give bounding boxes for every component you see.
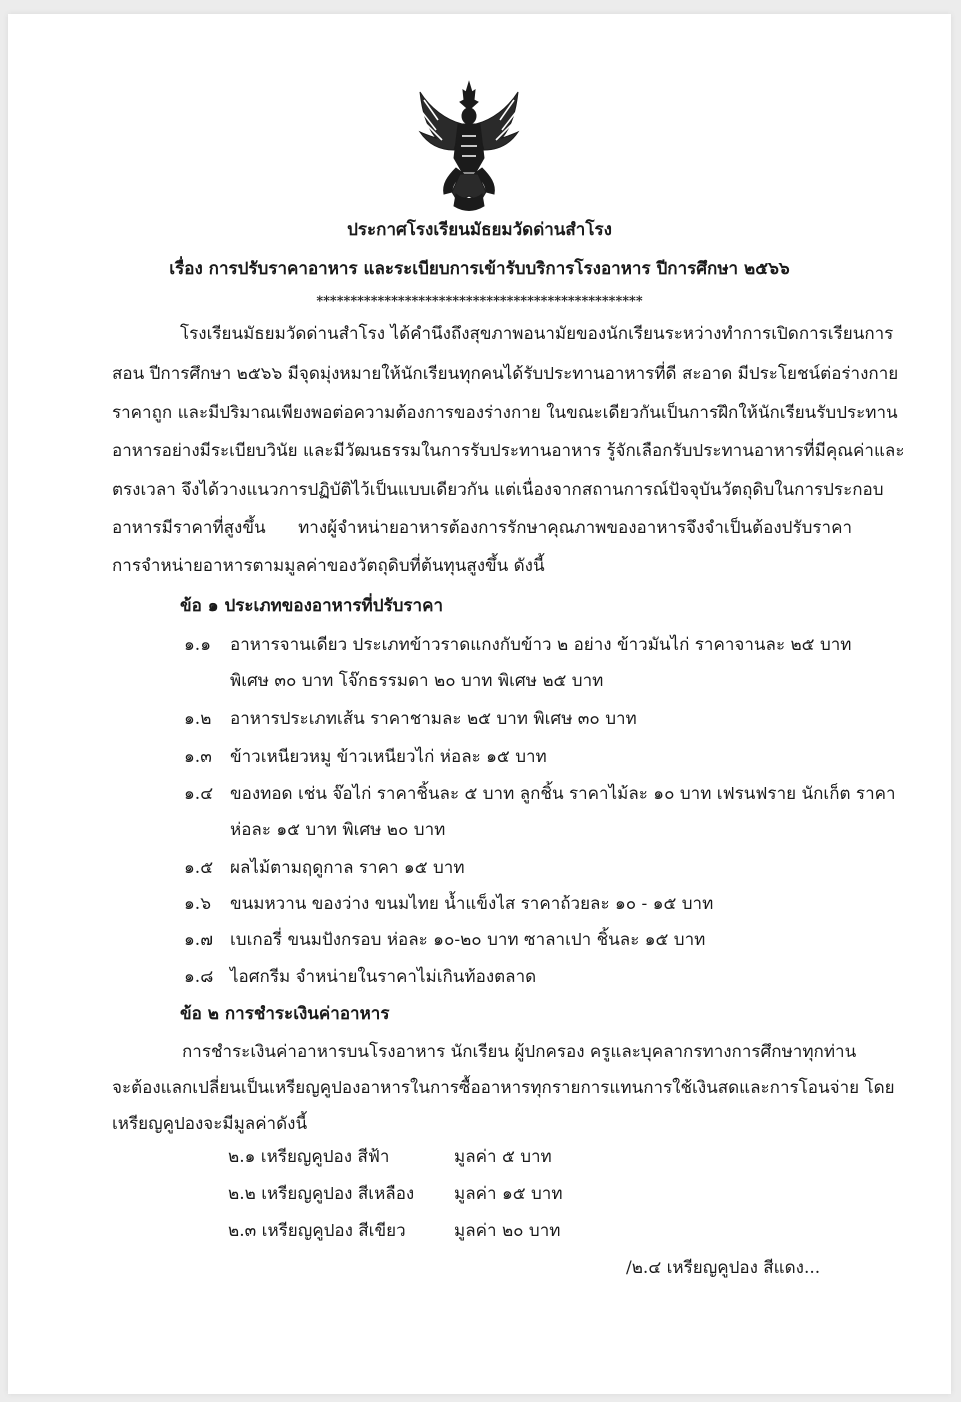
coupon-value: มูลค่า ๒๐ บาท xyxy=(454,1221,561,1241)
section-2-line-3: เหรียญคูปองจะมีมูลค่าดังนี้ xyxy=(112,1114,308,1134)
item-text: อาหารประเภทเส้น ราคาชามละ ๒๕ บาท พิเศษ ๓๐ บาท xyxy=(230,709,637,729)
intro-line-1: โรงเรียนมัธยมวัดด่านสำโรง ได้คำนึงถึงสุขภาพอนามัยของนักเรียนระหว่างทำการเปิดการเรียนการ xyxy=(180,324,894,344)
item-text: ไอศกรีม จำหน่ายในราคาไม่เกินท้องตลาด xyxy=(230,967,537,987)
item-text: เบเกอรี่ ขนมปังกรอบ ห่อละ ๑๐-๒๐ บาท ซาลาเปา ชิ้นละ ๑๕ บาท xyxy=(230,930,706,950)
item-text: พิเศษ ๓๐ บาท โจ๊กธรรมดา ๒๐ บาท พิเศษ ๒๕ บาท xyxy=(230,671,604,691)
intro-line-7: การจำหน่ายอาหารตามมูลค่าของวัตถุดิบที่ต้นทุนสูงขึ้น ดังนี้ xyxy=(112,556,545,576)
intro-line-2: สอน ปีการศึกษา ๒๕๖๖ มีจุดมุ่งหมายให้นักเรียนทุกคนได้รับประทานอาหารที่ดี สะอาด มีประโยชน์ต่อร่างกาย xyxy=(112,364,899,384)
item-number: ๑.๓ xyxy=(184,747,212,767)
item-text: ข้าวเหนียวหมู ข้าวเหนียวไก่ ห่อละ ๑๕ บาท xyxy=(230,747,547,767)
coupon-label: ๒.๓ เหรียญคูปอง สีเขียว xyxy=(228,1221,406,1241)
document-page xyxy=(8,14,951,1394)
item-text: ผลไม้ตามฤดูกาล ราคา ๑๕ บาท xyxy=(230,858,465,878)
garuda-emblem-icon xyxy=(416,80,522,214)
coupon-label: ๒.๒ เหรียญคูปอง สีเหลือง xyxy=(228,1184,415,1204)
intro-line-3: ราคาถูก และมีปริมาณเพียงพอต่อความต้องการของร่างกาย ในขณะเดียวกันเป็นการฝึกให้นักเรียนรับประทาน xyxy=(112,403,898,423)
announcement-subject: เรื่อง การปรับราคาอาหาร และระเบียบการเข้ารับบริการโรงอาหาร ปีการศึกษา ๒๕๖๖ xyxy=(169,259,790,279)
item-number: ๑.๒ xyxy=(184,709,212,729)
item-number: ๑.๕ xyxy=(184,858,214,878)
item-number: ๑.๔ xyxy=(184,784,214,804)
section-1-heading: ข้อ ๑ ประเภทของอาหารที่ปรับราคา xyxy=(180,596,444,616)
section-2-line-2: จะต้องแลกเปลี่ยนเป็นเหรียญคูปองอาหารในการซื้ออาหารทุกรายการแทนการใช้เงินสดและการโอนจ่าย โดย xyxy=(112,1078,895,1098)
coupon-value: มูลค่า ๕ บาท xyxy=(454,1147,552,1167)
item-number: ๑.๘ xyxy=(184,967,214,987)
item-text: อาหารจานเดียว ประเภทข้าวราดแกงกับข้าว ๒ อย่าง ข้าวมันไก่ ราคาจานละ ๒๕ บาท xyxy=(230,635,852,655)
divider-stars: ************************************************ xyxy=(316,294,643,309)
intro-line-4: อาหารอย่างมีระเบียบวินัย และมีวัฒนธรรมในการรับประทานอาหาร รู้จักเลือกรับประทานอาหารที่มีคุณค่าและ xyxy=(112,441,905,461)
section-2-line-1: การชำระเงินค่าอาหารบนโรงอาหาร นักเรียน ผู้ปกครอง ครูและบุคลากรทางการศึกษาทุกท่าน xyxy=(182,1042,857,1062)
item-number: ๑.๖ xyxy=(184,894,211,914)
continuation-note: /๒.๔ เหรียญคูปอง สีแดง... xyxy=(626,1258,821,1278)
intro-line-6: อาหารมีราคาที่สูงขึ้น ทางผู้จำหน่ายอาหารต้องการรักษาคุณภาพของอาหารจึงจำเป็นต้องปรับราคา xyxy=(112,518,852,538)
section-2-heading: ข้อ ๒ การชำระเงินค่าอาหาร xyxy=(180,1004,390,1024)
announcement-title: ประกาศโรงเรียนมัธยมวัดด่านสำโรง xyxy=(347,220,612,240)
coupon-label: ๒.๑ เหรียญคูปอง สีฟ้า xyxy=(228,1147,390,1167)
item-number: ๑.๑ xyxy=(184,635,211,655)
item-text: ขนมหวาน ของว่าง ขนมไทย น้ำแข็งไส ราคาถ้วยละ ๑๐ - ๑๕ บาท xyxy=(230,894,714,914)
intro-line-5: ตรงเวลา จึงได้วางแนวการปฏิบัติไว้เป็นแบบเดียวกัน แต่เนื่องจากสถานการณ์ปัจจุบันวัตถุดิบในการประกอบ xyxy=(112,480,884,500)
item-number: ๑.๗ xyxy=(184,930,213,950)
item-text: ห่อละ ๑๕ บาท พิเศษ ๒๐ บาท xyxy=(230,820,446,840)
coupon-value: มูลค่า ๑๕ บาท xyxy=(454,1184,563,1204)
item-text: ของทอด เช่น จ๊อไก่ ราคาชิ้นละ ๕ บาท ลูกชิ้น ราคาไม้ละ ๑๐ บาท เฟรนฟราย นักเก็ต ราคา xyxy=(230,784,896,804)
